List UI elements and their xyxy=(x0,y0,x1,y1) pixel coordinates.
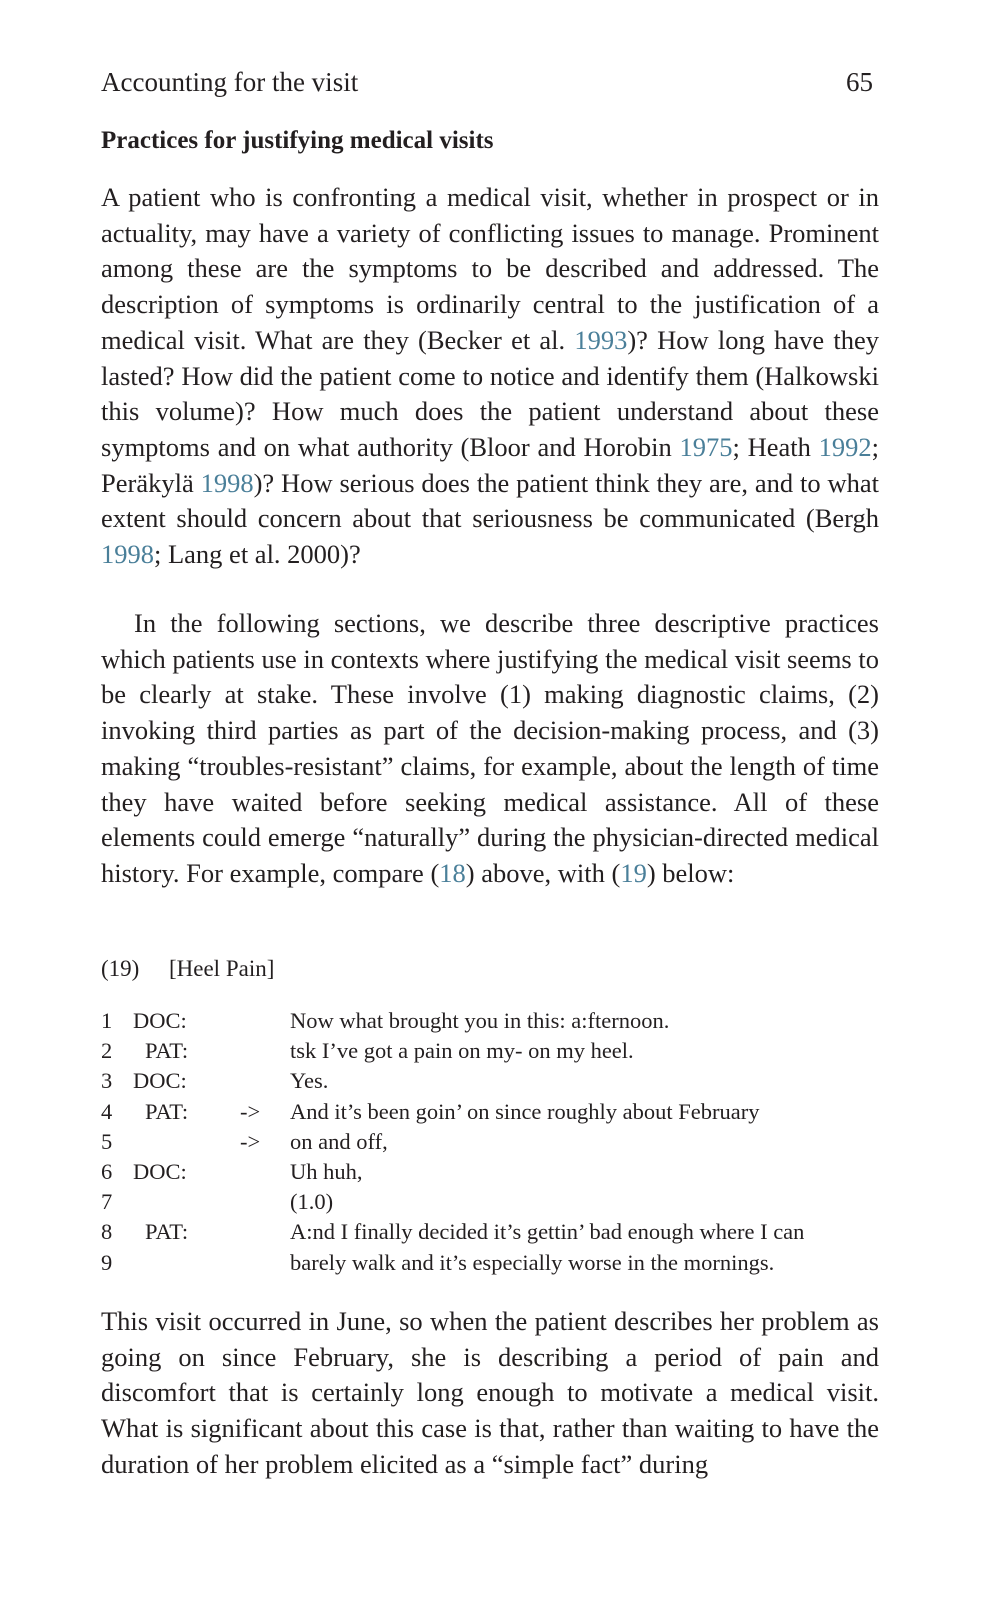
body-paragraph-2 xyxy=(101,606,879,892)
paragraph-text: )? How serious does the patient think they are, and to what extent should concern about that seriousness be communicated (Bergh xyxy=(101,467,879,534)
section-heading: Practices for justifying medical visits xyxy=(101,127,494,154)
line-number: 9 xyxy=(101,1249,113,1275)
transcript-line xyxy=(101,1066,891,1096)
utterance-text: (1.0) xyxy=(290,1189,334,1215)
citation-link[interactable]: 1975 xyxy=(679,431,733,462)
transcript-line xyxy=(101,1248,891,1278)
transcript-line xyxy=(101,1036,891,1066)
line-number: 2 xyxy=(101,1038,113,1064)
citation-link[interactable]: 1993 xyxy=(574,324,628,355)
paragraph-text: )? How long have they lasted? How did the patient come to notice and identify them (Halkowski this volume)? How much does the patient understand about these symptoms and on what authority (Bloor and Horobin xyxy=(101,324,880,462)
speaker-label: PAT: xyxy=(145,1219,189,1245)
paragraph-text: ; Peräkylä xyxy=(101,431,880,498)
paragraph-text: A patient who is confronting a medical visit, whether in prospect or in actuality, may have a variety of conflicting issues to manage. Prominent among these are the symptoms to be described and addressed. The description of symptoms is ordinarily central to the justification of a medical visit. What are they (Becker et al. xyxy=(101,182,879,355)
citation-link[interactable]: 18 xyxy=(439,857,466,888)
utterance-text: Now what brought you in this: a:fternoon. xyxy=(290,1008,670,1033)
utterance-text: A:nd I finally decided it’s gettin’ bad enough where I can xyxy=(290,1219,805,1245)
line-number: 1 xyxy=(101,1008,113,1033)
line-number: 4 xyxy=(101,1098,113,1124)
arrow-marker: -> xyxy=(240,1128,261,1154)
speaker-label: DOC: xyxy=(133,1158,187,1184)
transcript xyxy=(101,1006,891,1278)
paragraph-text: ; Lang et al. 2000)? xyxy=(154,539,361,570)
utterance-text: tsk I’ve got a pain on my- on my heel. xyxy=(290,1038,634,1064)
example-number: (19) xyxy=(101,956,140,981)
arrow-marker: -> xyxy=(240,1098,261,1124)
example-title: [Heel Pain] xyxy=(169,956,275,981)
speaker-label: DOC: xyxy=(133,1008,187,1033)
running-head-title: Accounting for the visit xyxy=(101,67,359,97)
line-number: 5 xyxy=(101,1128,113,1154)
utterance-text: on and off, xyxy=(290,1128,388,1154)
body-paragraph-1 xyxy=(101,180,879,573)
transcript-line xyxy=(101,1006,891,1036)
speaker-label: PAT: xyxy=(145,1038,189,1064)
transcript-line xyxy=(101,1127,891,1157)
speaker-label: PAT: xyxy=(145,1098,189,1124)
citation-link[interactable]: 19 xyxy=(620,857,647,888)
paragraph-text: ) below: xyxy=(646,857,735,888)
transcript-line xyxy=(101,1217,891,1247)
line-number: 6 xyxy=(101,1158,113,1184)
example-label xyxy=(101,954,274,984)
speaker-label: DOC: xyxy=(133,1068,187,1094)
transcript-line xyxy=(101,1157,891,1187)
citation-link[interactable]: 1992 xyxy=(818,431,872,462)
paragraph-text: ; Heath xyxy=(732,431,819,462)
citation-link[interactable]: 1998 xyxy=(101,539,154,570)
body-paragraph-3: This visit occurred in June, so when the patient describes her problem as going on since February, she is describing a period of pain and discomfort that is certainly long enough to motivate a medical visit. What is significant about this case is that, rather than waiting to have the duration of her problem elicited as a “simple fact” during xyxy=(101,1306,879,1479)
running-head xyxy=(101,64,881,100)
line-number: 3 xyxy=(101,1068,113,1094)
paragraph-text: ) above, with ( xyxy=(465,857,621,888)
line-number: 7 xyxy=(101,1189,113,1215)
utterance-text: And it’s been goin’ on since roughly about February xyxy=(290,1098,760,1124)
utterance-text: Yes. xyxy=(290,1068,329,1094)
paragraph-text: In the following sections, we describe three descriptive practices which patients use in contexts where justifying the medical visit seems to be clearly at stake. These involve (1) making diagnostic claims, (2) invoking third parties as part of the decision-making process, and (3) making “troubles-resistant” claims, for example, about the length of time they have waited before seeking medical assistance. All of these elements could emerge “naturally” during the physician-directed medical history. For example, compare ( xyxy=(101,608,879,888)
page-number: 65 xyxy=(846,67,873,97)
utterance-text: barely walk and it’s especially worse in the mornings. xyxy=(290,1249,775,1275)
citation-link[interactable]: 1998 xyxy=(200,467,254,498)
line-number: 8 xyxy=(101,1219,113,1245)
transcript-line xyxy=(101,1097,891,1127)
utterance-text: Uh huh, xyxy=(290,1158,363,1184)
transcript-line xyxy=(101,1187,891,1217)
